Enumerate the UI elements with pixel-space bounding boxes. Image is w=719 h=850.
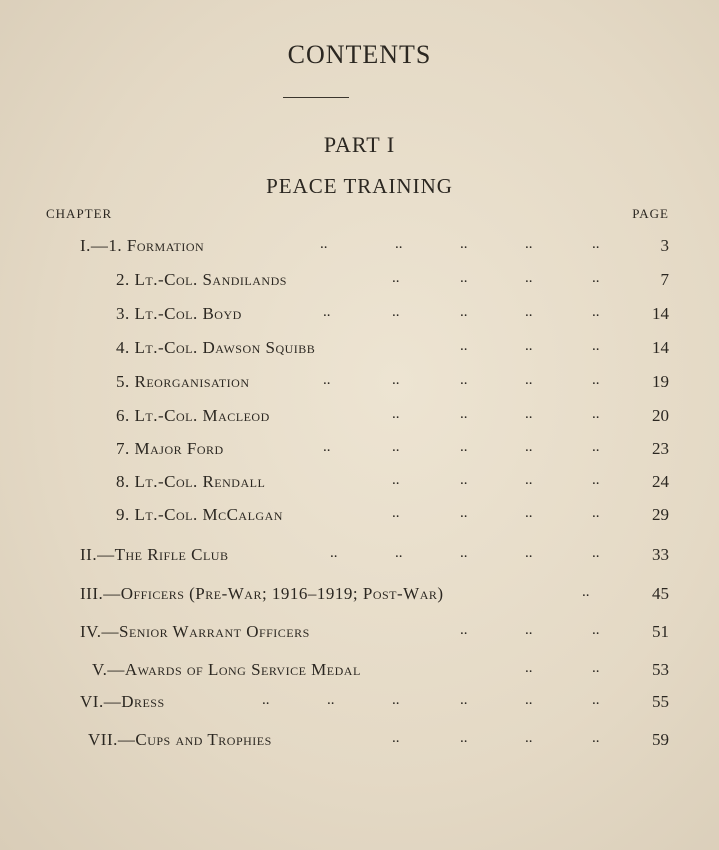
- toc-entry: [80, 692, 650, 716]
- dot-leader: ..: [525, 338, 533, 354]
- toc-page-number: 53: [652, 660, 669, 679]
- dot-leader: ..: [525, 372, 533, 388]
- dot-leader: ..: [460, 545, 468, 561]
- toc-page-number: 45: [652, 584, 669, 603]
- dot-leader: ..: [592, 730, 600, 746]
- toc-entry-label: V.—Awards of Long Service Medal: [92, 660, 361, 679]
- dot-leader: ..: [592, 692, 600, 708]
- dot-leader: ..: [460, 692, 468, 708]
- dot-leader: ..: [525, 270, 533, 286]
- toc-page-number: 19: [652, 372, 669, 391]
- dot-leader: ..: [582, 584, 590, 600]
- dot-leader: ..: [592, 622, 600, 638]
- dot-leader: ..: [525, 730, 533, 746]
- toc-entry-label: 2. Lt.-Col. Sandilands: [116, 270, 287, 289]
- dot-leader: ..: [323, 304, 331, 320]
- toc-entry-label: 8. Lt.-Col. Rendall: [116, 472, 266, 491]
- dot-leader: ..: [592, 545, 600, 561]
- toc-page-number: 14: [652, 304, 669, 323]
- toc-entry: [80, 584, 650, 608]
- toc-entry-label: I.—1. Formation: [80, 236, 205, 255]
- toc-page-number: 23: [652, 439, 669, 458]
- toc-entry: [92, 660, 650, 684]
- dot-leader: ..: [392, 372, 400, 388]
- title-rule: [283, 97, 349, 98]
- toc-entry-label: VII.—Cups and Trophies: [88, 730, 272, 749]
- dot-leader: ..: [392, 472, 400, 488]
- dot-leader: ..: [392, 270, 400, 286]
- dot-leader: ..: [320, 236, 328, 252]
- toc-page-number: 55: [652, 692, 669, 711]
- dot-leader: ..: [460, 622, 468, 638]
- dot-leader: ..: [525, 406, 533, 422]
- dot-leader: ..: [323, 372, 331, 388]
- dot-leader: ..: [460, 439, 468, 455]
- dot-leader: ..: [592, 472, 600, 488]
- part-subtitle: PEACE TRAINING: [266, 174, 453, 198]
- toc-entry-label: 6. Lt.-Col. Macleod: [116, 406, 270, 425]
- contents-title: CONTENTS: [287, 40, 432, 69]
- dot-leader: ..: [392, 439, 400, 455]
- dot-leader: ..: [392, 505, 400, 521]
- dot-leader: ..: [592, 439, 600, 455]
- dot-leader: ..: [525, 236, 533, 252]
- dot-leader: ..: [392, 692, 400, 708]
- toc-entry: [116, 439, 650, 463]
- dot-leader: ..: [592, 505, 600, 521]
- toc-entry: [80, 236, 650, 260]
- toc-entry: [116, 505, 650, 529]
- toc-entry-label: IV.—Senior Warrant Officers: [80, 622, 310, 641]
- toc-page-number: 29: [652, 505, 669, 524]
- dot-leader: ..: [392, 406, 400, 422]
- dot-leader: ..: [525, 472, 533, 488]
- part-heading: PART I: [323, 132, 396, 157]
- dot-leader: ..: [460, 372, 468, 388]
- toc-entry-label: II.—The Rifle Club: [80, 545, 229, 564]
- dot-leader: ..: [525, 692, 533, 708]
- dot-leader: ..: [525, 304, 533, 320]
- dot-leader: ..: [592, 270, 600, 286]
- dot-leader: ..: [392, 730, 400, 746]
- toc-entry: [88, 730, 650, 754]
- dot-leader: ..: [327, 692, 335, 708]
- dot-leader: ..: [262, 692, 270, 708]
- toc-entry-label: 5. Reorganisation: [116, 372, 250, 391]
- chapter-column-label: CHAPTER: [46, 206, 113, 221]
- toc-page-number: 20: [652, 406, 669, 425]
- dot-leader: ..: [592, 660, 600, 676]
- page-column-label: PAGE: [632, 206, 669, 221]
- dot-leader: ..: [460, 730, 468, 746]
- toc-entry-label: 4. Lt.-Col. Dawson Squibb: [116, 338, 316, 357]
- toc-page-number: 51: [652, 622, 669, 641]
- dot-leader: ..: [592, 338, 600, 354]
- toc-page-number: 24: [652, 472, 669, 491]
- dot-leader: ..: [592, 304, 600, 320]
- dot-leader: ..: [323, 439, 331, 455]
- toc-page-number: 14: [652, 338, 669, 357]
- toc-entry: [116, 372, 650, 396]
- dot-leader: ..: [525, 505, 533, 521]
- dot-leader: ..: [592, 372, 600, 388]
- toc-page-number: 33: [652, 545, 669, 564]
- toc-entry: [116, 304, 650, 328]
- dot-leader: ..: [460, 270, 468, 286]
- toc-page-number: 59: [652, 730, 669, 749]
- toc-entry: [80, 622, 650, 646]
- toc-entry-label: 7. Major Ford: [116, 439, 224, 458]
- toc-entry: [80, 545, 650, 569]
- dot-leader: ..: [392, 304, 400, 320]
- dot-leader: ..: [525, 622, 533, 638]
- dot-leader: ..: [460, 338, 468, 354]
- toc-entry-label: VI.—Dress: [80, 692, 165, 711]
- dot-leader: ..: [525, 439, 533, 455]
- dot-leader: ..: [525, 660, 533, 676]
- dot-leader: ..: [460, 505, 468, 521]
- dot-leader: ..: [330, 545, 338, 561]
- toc-page-number: 7: [660, 270, 669, 289]
- toc-page-number: 3: [660, 236, 669, 255]
- dot-leader: ..: [395, 236, 403, 252]
- dot-leader: ..: [460, 236, 468, 252]
- dot-leader: ..: [592, 236, 600, 252]
- toc-entry-label: III.—Officers (Pre-War; 1916–1919; Post-War): [80, 584, 444, 603]
- toc-entry-label: 9. Lt.-Col. McCalgan: [116, 505, 283, 524]
- dot-leader: ..: [460, 304, 468, 320]
- dot-leader: ..: [460, 406, 468, 422]
- toc-entry: [116, 270, 650, 294]
- toc-entry: [116, 406, 650, 430]
- toc-entry-label: 3. Lt.-Col. Boyd: [116, 304, 242, 323]
- toc-entry: [116, 338, 650, 362]
- dot-leader: ..: [460, 472, 468, 488]
- dot-leader: ..: [525, 545, 533, 561]
- dot-leader: ..: [592, 406, 600, 422]
- dot-leader: ..: [395, 545, 403, 561]
- toc-entry: [116, 472, 650, 496]
